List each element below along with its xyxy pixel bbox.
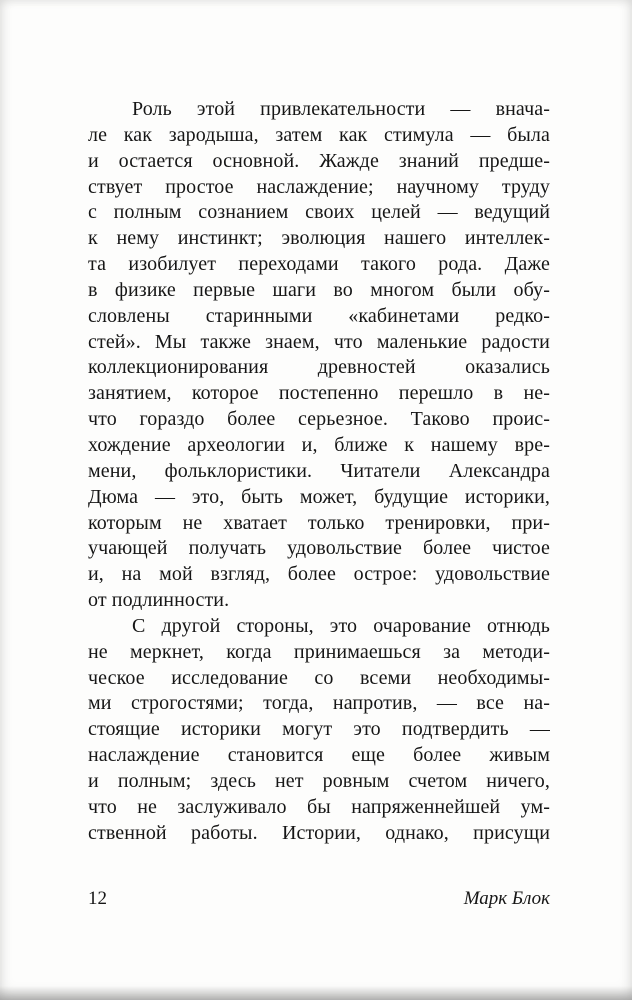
text-line: которым не хватает только тренировки, при- — [88, 511, 550, 534]
text-line: и полным; здесь нет ровным счетом ничего, — [88, 769, 550, 792]
text-line: С другой стороны, это очарование отнюдь — [132, 614, 550, 637]
body-text — [88, 97, 550, 846]
text-line: коллекционирования древностей оказались — [88, 356, 550, 379]
text-line: учающей получать удовольствие более чистое — [88, 537, 550, 560]
text-line: ственной работы. Истории, однако, присущи — [88, 821, 550, 844]
text-line: к нему инстинкт; эволюция нашего интеллек- — [88, 227, 550, 250]
running-author: Марк Блок — [463, 888, 550, 909]
text-line: наслаждение становится еще более живым — [88, 744, 550, 767]
page-number: 12 — [88, 888, 107, 909]
text-line: и, на мой взгляд, более острое: удовольствие — [88, 563, 550, 586]
text-line: ле как зародыша, затем как стимула — была — [88, 123, 550, 146]
text-line: с полным сознанием своих целей — ведущий — [88, 201, 550, 224]
text-line: та изобилует переходами такого рода. Даже — [88, 253, 550, 276]
text-line: Дюма — это, быть может, будущие историки, — [88, 485, 550, 508]
text-line: ми строгостями; тогда, напротив, — все на- — [88, 692, 550, 715]
text-line: стей». Мы также знаем, что маленькие радости — [88, 330, 550, 353]
text-line: не меркнет, когда принимаешься за методи- — [88, 640, 550, 663]
text-line: и остается основной. Жажде знаний предше- — [88, 149, 550, 172]
text-line: от подлинности. — [88, 589, 230, 612]
page-footer — [88, 888, 550, 910]
text-line: мени, фольклористики. Читатели Александра — [88, 459, 550, 482]
text-line: Роль этой привлекательности — внача- — [132, 98, 550, 120]
text-line: что гораздо более серьезное. Таково проис- — [88, 408, 550, 431]
text-line: ствует простое наслаждение; научному труду — [88, 175, 550, 198]
text-line: ческое исследование со всеми необходимы- — [88, 666, 550, 689]
text-line: что не заслуживало бы напряженнейшей ум- — [88, 795, 550, 818]
text-line: хождение археологии и, ближе к нашему вре- — [88, 433, 550, 456]
text-line: словлены старинными «кабинетами редко- — [88, 304, 550, 327]
page-edge-shadow — [0, 986, 632, 1000]
text-line: занятием, которое постепенно перешло в не- — [88, 382, 550, 405]
text-line: в физике первые шаги во многом были обу- — [88, 278, 550, 301]
text-line: стоящие историки могут это подтвердить — — [88, 718, 550, 741]
